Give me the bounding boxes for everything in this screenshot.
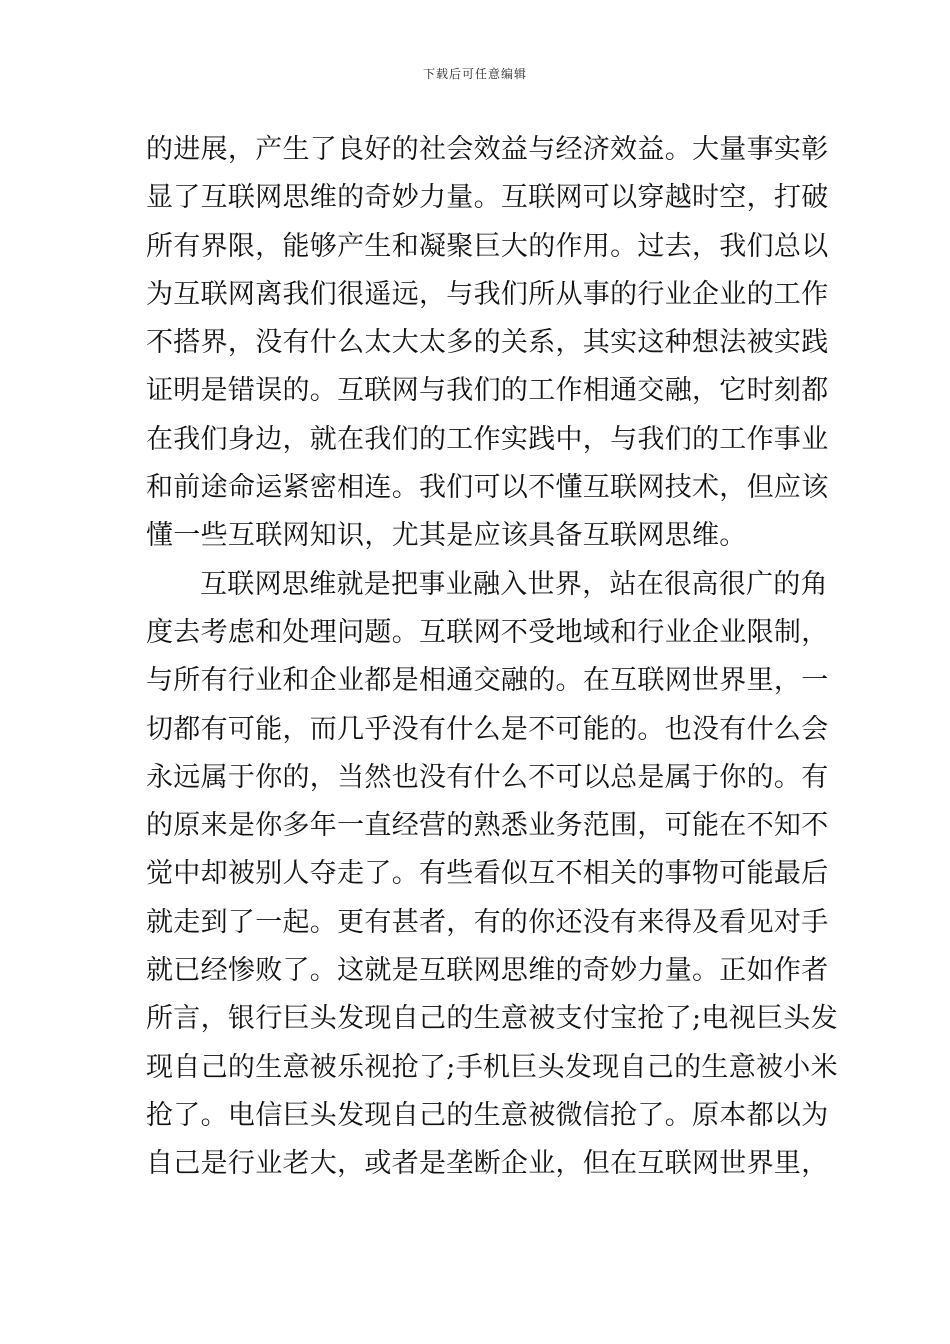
text-line: 互联网思维就是把事业融入世界，站在很高很广的角 [200,568,828,600]
text-line: 懂一些互联网知识，尤其是应该具备互联网思维。 [146,520,747,552]
paragraph [146,561,838,1189]
text-line: 证明是错误的。互联网与我们的工作相通交融，它时刻都 [146,375,829,407]
text-line: 所有界限，能够产生和凝聚巨大的作用。过去，我们总以 [146,230,829,262]
text-line: 觉中却被别人夺走了。有些看似互不相关的事物可能最后 [146,858,829,890]
text-line: 所言，银行巨头发现自己的生意被支付宝抢了;电视巨头发 [146,1003,838,1035]
body-text [146,126,838,1189]
text-line: 永远属于你的，当然也没有什么不可以总是属于你的。有 [146,761,829,793]
text-line: 就已经惨败了。这就是互联网思维的奇妙力量。正如作者 [146,955,829,987]
text-line: 自己是行业老大，或者是垄断企业，但在互联网世界里， [146,1148,829,1180]
text-line: 切都有可能，而几乎没有什么是不可能的。也没有什么会 [146,713,829,745]
text-line: 的原来是你多年一直经营的熟悉业务范围，可能在不知不 [146,810,829,842]
page-header: 下载后可任意编辑 [422,67,527,81]
text-line: 为互联网离我们很遥远，与我们所从事的行业企业的工作 [146,278,829,310]
text-line: 与所有行业和企业都是相通交融的。在互联网世界里，一 [146,665,829,697]
text-line: 和前途命运紧密相连。我们可以不懂互联网技术，但应该 [146,472,829,504]
text-line: 就走到了一起。更有甚者，有的你还没有来得及看见对手 [146,906,829,938]
text-line: 现自己的生意被乐视抢了;手机巨头发现自己的生意被小米 [146,1051,838,1083]
paragraph [146,126,829,561]
text-line: 的进展，产生了良好的社会效益与经济效益。大量事实彰 [146,134,829,165]
text-line: 不搭界，没有什么太大太多的关系，其实这种想法被实践 [146,327,829,359]
text-line: 在我们身边，就在我们的工作实践中，与我们的工作事业 [146,423,829,455]
text-line: 显了互联网思维的奇妙力量。互联网可以穿越时空，打破 [146,182,829,214]
text-line: 抢了。电信巨头发现自己的生意被微信抢了。原本都以为 [146,1099,829,1131]
text-line: 度去考虑和处理问题。互联网不受地域和行业企业限制， [146,616,829,648]
